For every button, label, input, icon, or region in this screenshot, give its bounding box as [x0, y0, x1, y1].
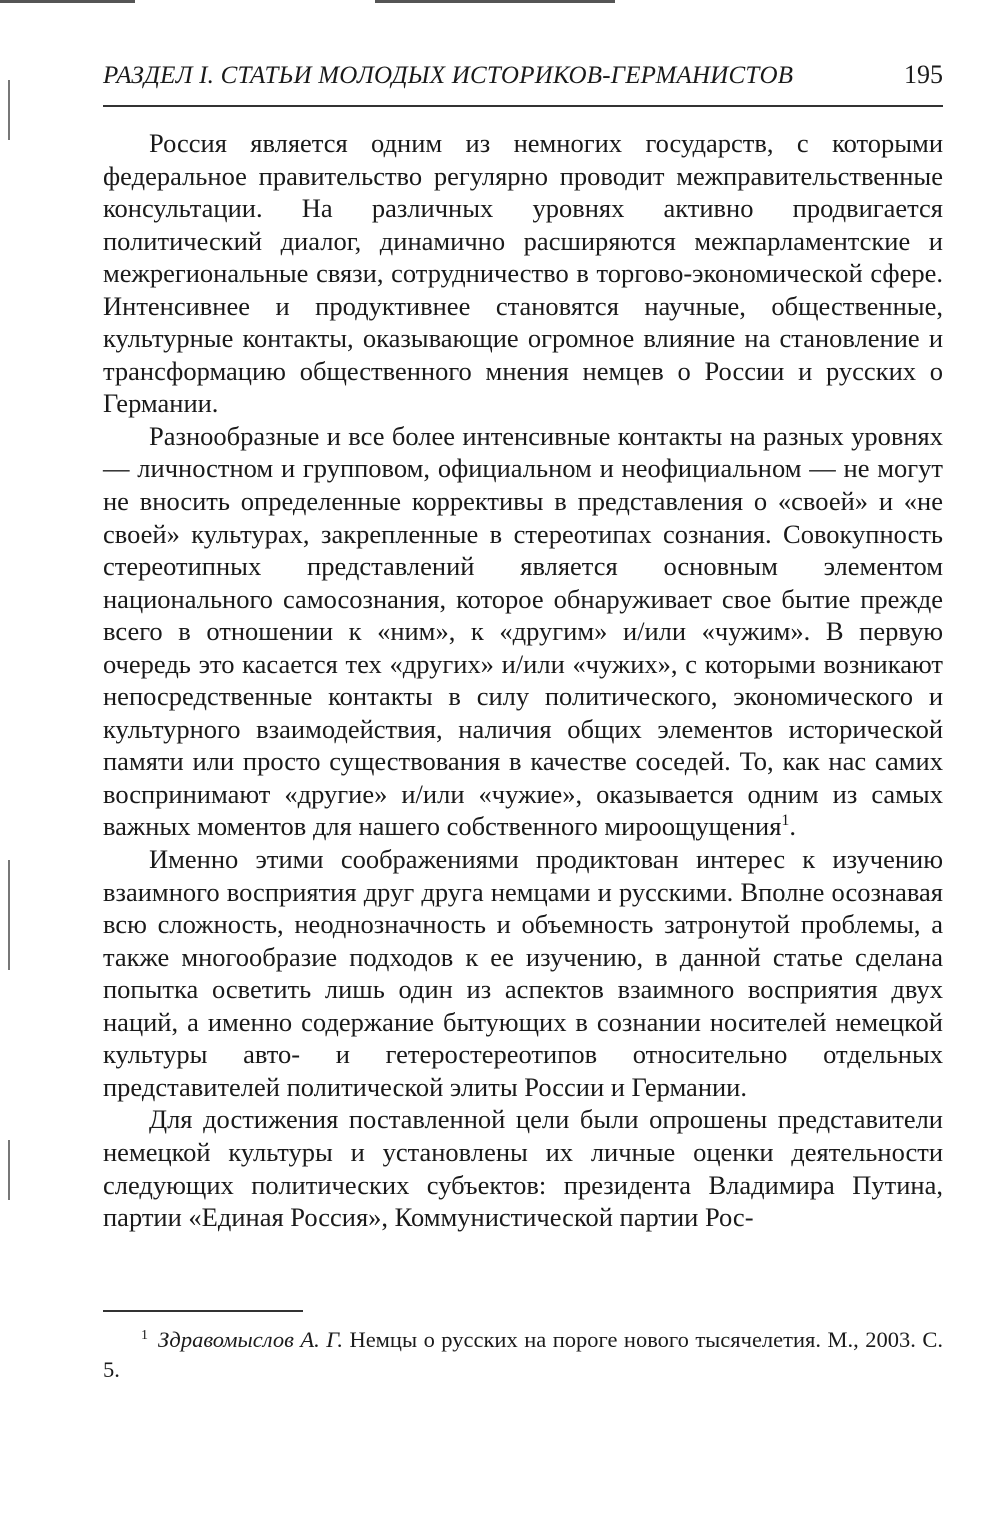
footnote: [103, 1325, 943, 1385]
footnote-number: 1: [141, 1327, 148, 1343]
header-rule: [103, 105, 943, 107]
top-edge-rule-left: [0, 0, 135, 3]
paragraph-4: Для достижения поставленной цели были опрошены представители немецкой культуры и установлены их личные оценки деятельности следующих политических субъектов: президента Владимира Путина, партии «Единая Россия», Коммунистической партии Рос-: [103, 1104, 943, 1233]
page-number: 195: [904, 60, 943, 89]
left-margin-mark: [8, 80, 10, 140]
footnote-text: Немцы о русских на пороге нового тысячелетия. М., 2003. С. 5.: [103, 1327, 943, 1382]
running-header: [103, 60, 943, 90]
paragraph-2: [103, 420, 943, 843]
footnote-reference: 1: [781, 812, 790, 830]
footnote-author: Здравомыслов А. Г.: [158, 1327, 343, 1352]
paragraph-2-text: Разнообразные и все более интенсивные контакты на разных уровнях — личностном и групповом, официальном и неофициальном — не могут не вносить определенные коррективы в представления о «своей» и «не своей» культурах, закрепленные в стереотипах сознания. Совокупность стереотипных представлений является основным элементом национального самосознания, которое обнаруживает свое бытие прежде всего в отношении к «ним», к «другим» и/или «чужим». В первую очередь это касается тех «других» и/или «чужих», с которыми возникают непосредственные контакты в силу политического, экономического и культурного взаимодействия, наличия общих элементов исторической памяти или просто существования в качестве соседей. То, как нас самих воспринимают «другие» и/или «чужие», оказывается одним из самых важных моментов для нашего собственного мироощущения: [103, 420, 943, 842]
body-text: [103, 127, 943, 1234]
paragraph-3: Именно этими соображениями продиктован интерес к изучению взаимного восприятия друг друга немцами и русскими. Вполне осознавая всю сложность, неоднозначность и объемность затронутой проблемы, а также многообразие подходов к ее изучению, в данной статье сделана попытка осветить лишь один из аспектов взаимного восприятия двух наций, а именно содержание бытующих в сознании носителей немецкой культуры авто- и гетеростереотипов относительно отдельных представителей политической элиты России и Германии.: [103, 844, 943, 1102]
running-header-title: РАЗДЕЛ I. СТАТЬИ МОЛОДЫХ ИСТОРИКОВ-ГЕРМАНИСТОВ: [103, 62, 794, 89]
left-margin-mark: [8, 860, 10, 970]
paragraph-2-end: .: [789, 811, 797, 842]
top-edge-rule-center: [375, 0, 615, 3]
footnote-rule: [103, 1310, 303, 1312]
left-margin-mark: [8, 1140, 10, 1200]
paragraph-1: Россия является одним из немногих государств, с которыми федеральное правительство регулярно проводит межправительственные консультации. На различных уровнях активно продвигается политический диалог, динамично расширяются межпарламентские и межрегиональные связи, сотрудничество в торгово-экономической сфере. Интенсивнее и продуктивнее становятся научные, общественные, культурные контакты, оказывающие огромное влияние на становление и трансформацию общественного мнения немцев о России и русских о Германии.: [103, 128, 943, 419]
